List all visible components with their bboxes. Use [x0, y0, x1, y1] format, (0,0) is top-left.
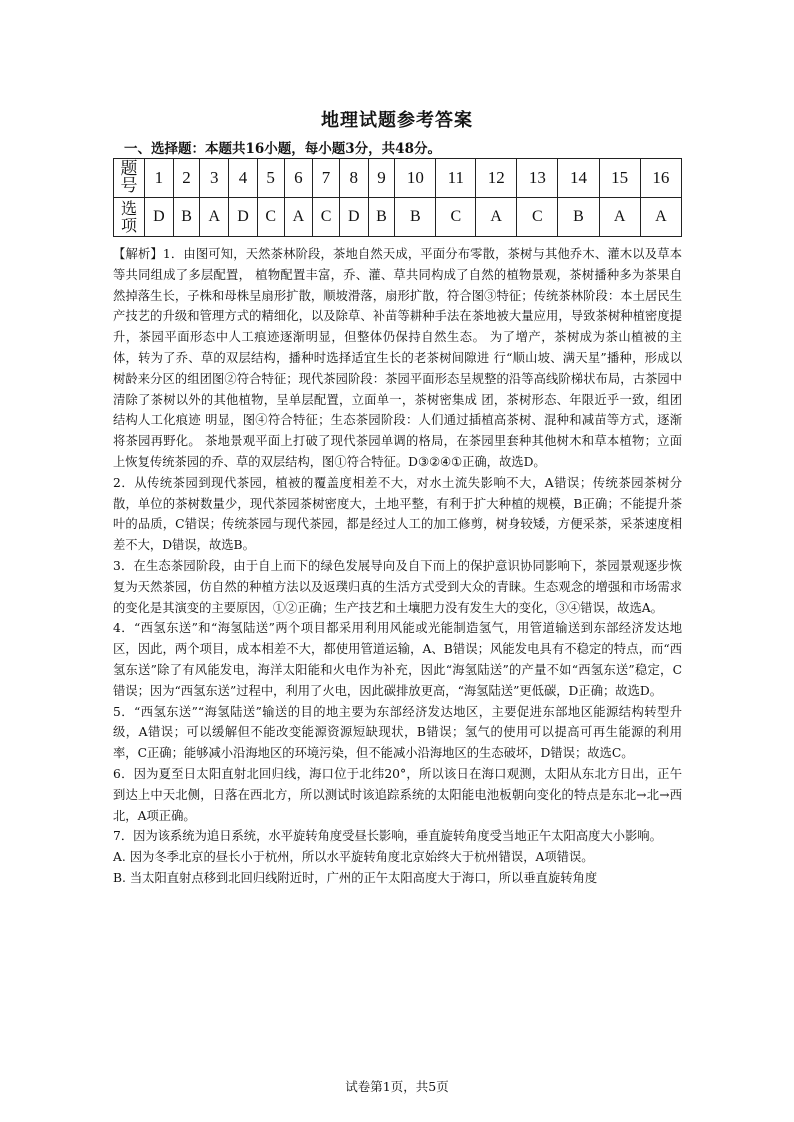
answer-cell: B: [173, 198, 200, 237]
row-header-char: 号: [120, 176, 138, 196]
answer-cell: C: [436, 198, 476, 237]
question-number: 12: [476, 159, 517, 198]
question-number: 5: [257, 159, 284, 198]
explanation-paragraph-q7: 7．因为该系统为追日系统，水平旋转角度受昼长影响，垂直旋转角度受当地正午太阳高度大小影响。: [113, 829, 662, 844]
row-header-char: 选: [120, 199, 137, 218]
question-number: 4: [229, 159, 258, 198]
question-number: 15: [599, 159, 640, 198]
answer-cell: D: [339, 198, 368, 237]
answer-cell: C: [313, 198, 340, 237]
explanation-paragraph-q5: 5．“西氢东送”“海氢陆送”输送的目的地主要为东部经济发达地区，主要促进东部地区能源结构转型升级，A错误；可以缓解但不能改变能源资源短缺现状，B错误；氢气的使用可以提高可再生能源的利用率，C正确；能够减小沿海地区的环境污染，但不能减小沿海地区的生态破坏，D错误；故选C。: [113, 704, 682, 761]
answer-cell: D: [229, 198, 258, 237]
explanation-paragraph-q1: 【解析】1．由图可知，天然茶林阶段，茶地自然天成，平面分布零散，茶树与其他乔木、灌木以及草本等共同组成了多层配置， 植物配置丰富，乔、灌、草共同构成了自然的植物景观，茶树播种多为茶果自然掉落生长，子株和母株呈扇形扩散，顺坡滑落，扇形扩散，符合图③特征；传统茶林阶段：本土居民生产技艺的升级和管理方式的精细化，以及除草、补苗等耕种手法在茶地被大量应用，导致茶树种植密度提升，茶园平面形态中人工痕迹逐渐明显，但整体仍保持自然生态。 为了增产，茶树成为茶山植被的主体，转为了乔、草的双层结构，播种时选择适宜生长的老茶树间隙进 行“顺山坡、满天星”播种，形成以树龄来分区的组团图②符合特征；现代茶园阶段：茶园平面形态呈规整的沿等高线阶梯状布局，古茶园中清除了茶树以外的其他植物，呈单层配置，立面单一，茶树密集成 团，茶树形态、年限近乎一致，组团结构人工化痕迹 明显，图④符合特征；生态茶园阶段：人们通过插植高茶树、混种和减苗等方式，逐渐将茶园再野化。 茶地景观平面上打破了现代茶园单调的格局，在茶园里套种其他树木和草本植物；立面上恢复传统茶园的乔、草的双层结构，图①符合特征。D③②④①正确，故选D。: [113, 247, 682, 469]
question-number: 16: [640, 159, 681, 198]
explanation-paragraph-q2: 2．从传统茶园到现代茶园，植被的覆盖度相差不大，对水土流失影响不大，A错误；传统茶园茶树分散，单位的茶树数量少，现代茶园茶树密度大，土地平整，有利于扩大种植的规模，B正确；不能提升茶叶的品质，C错误；传统茶园与现代茶园，都是经过人工的加工修剪，树身较矮，方便采茶，采茶速度相差不大，D错误，故选B。: [113, 475, 682, 553]
table-row-answers: [114, 198, 682, 237]
answer-cell: B: [368, 198, 395, 237]
question-number: 2: [173, 159, 200, 198]
answer-table: [113, 158, 682, 237]
explanation-paragraph-q3: 3．在生态茶园阶段，由于自上而下的绿色发展导向及自下而上的保护意识协同影响下，茶园景观逐步恢复为天然茶园，仿自然的种植方法以及返璞归真的生活方式受到大众的青睐。生态观念的增强和市场需求的变化是其演变的主要原因，①②正确；生产技艺和土壤肥力没有发生大的变化，③④错误，故选A。: [113, 558, 682, 615]
row-header-number: [114, 159, 145, 198]
answer-cell: A: [476, 198, 517, 237]
answer-cell: A: [200, 198, 229, 237]
explanation-paragraph-q4: 4．“西氢东送”和“海氢陆送”两个项目都采用利用风能或光能制造氢气，用管道输送到东部经济发达地区，因此，两个项目，成本相差不大，都使用管道运输，A、B错误；风能发电具有不稳定的特点，而“西氢东送”除了有风能发电，海洋太阳能和火电作为补充，因此“海氢陆送”的产量不如“西氢东送”稳定，C错误；因为“西氢东送”过程中，利用了火电，因此碳排放更高，“海氢陆送”更低碳，D正确；故选D。: [113, 621, 682, 698]
question-number: 10: [395, 159, 436, 198]
question-number: 14: [558, 159, 599, 198]
answer-cell: C: [517, 198, 558, 237]
row-header-char: 项: [120, 216, 137, 235]
answer-cell: A: [284, 198, 313, 237]
answer-cell: A: [599, 198, 640, 237]
question-number: 7: [313, 159, 340, 198]
answer-cell: C: [257, 198, 284, 237]
answer-cell: B: [558, 198, 599, 237]
question-number: 13: [517, 159, 558, 198]
explanation-body: [113, 244, 682, 889]
question-number: 1: [145, 159, 174, 198]
question-number: 3: [200, 159, 229, 198]
question-number: 8: [339, 159, 368, 198]
row-header-answer: [114, 198, 145, 237]
answer-cell: B: [395, 198, 436, 237]
page-footer: 试卷第1页，共5页: [345, 1079, 449, 1094]
answer-cell: D: [145, 198, 174, 237]
table-row-numbers: [114, 159, 682, 198]
question-number: 11: [436, 159, 476, 198]
question-number: 6: [284, 159, 313, 198]
page-title: 地理试题参考答案: [321, 110, 473, 131]
section-heading: 一、选择题：本题共16小题，每小题3分，共48分。: [124, 141, 441, 157]
explanation-paragraph-q6: 6．因为夏至日太阳直射北回归线，海口位于北纬20°，所以该日在海口观测，太阳从东北方日出，正午到达上中天北侧，日落在西北方，所以测试时该追踪系统的太阳能电池板朝向变化的特点是东北→北→西北，A项正确。: [113, 766, 682, 823]
row-header-char: 题: [120, 159, 138, 179]
question-number: 9: [368, 159, 395, 198]
answer-cell: A: [640, 198, 681, 237]
explanation-paragraph-q7-option-b: B. 当太阳直射点移到北回归线附近时，广州的正午太阳高度大于海口，所以垂直旋转角度: [113, 870, 598, 885]
explanation-paragraph-q7-option-a: A. 因为冬季北京的昼长小于杭州，所以水平旋转角度北京始终大于杭州错误，A项错误。: [113, 850, 594, 865]
